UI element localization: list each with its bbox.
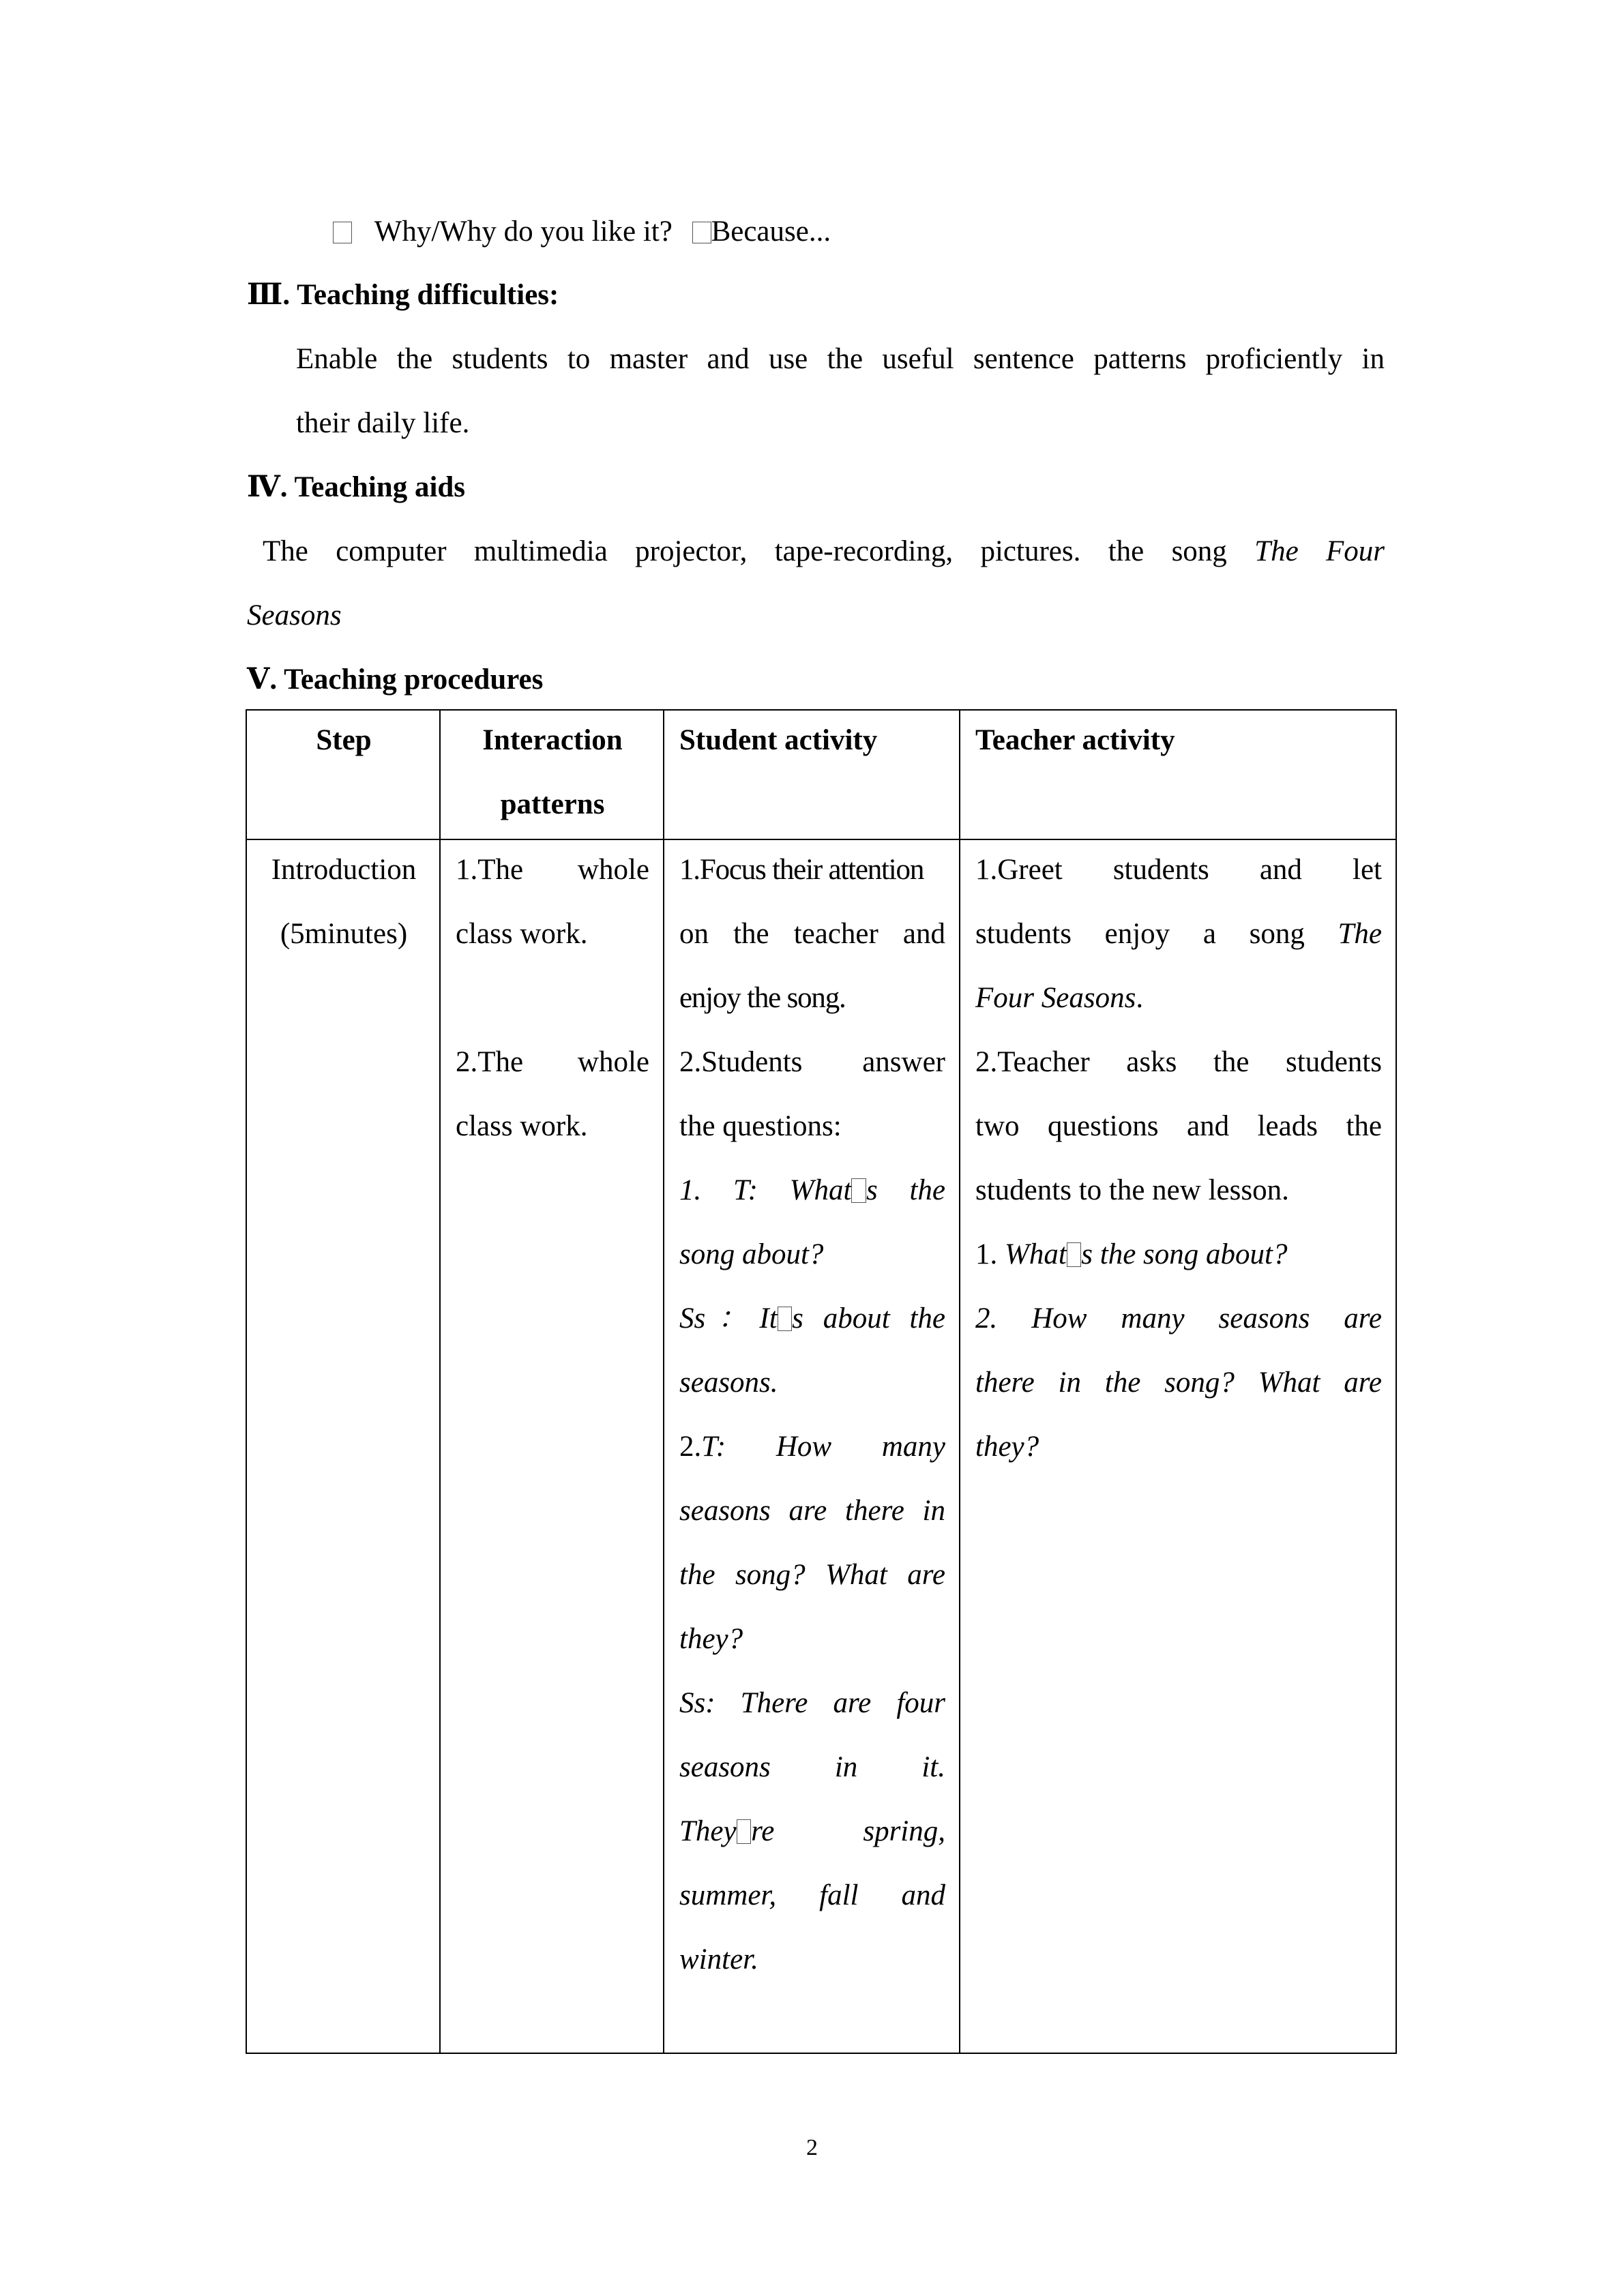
- header-student-label: Student activity: [679, 724, 878, 756]
- student-line: song about?: [679, 1238, 824, 1270]
- checkbox-glyph-icon: [692, 222, 711, 243]
- student-line: They re spring,: [679, 1815, 945, 1847]
- section-title: . Teaching procedures: [269, 664, 544, 696]
- student-line: winter.: [679, 1943, 758, 1976]
- difficulties-text-line-1: Enable the students to master and use the useful sentence patterns proficiently in: [296, 343, 1385, 375]
- student-line: enjoy the song.: [679, 982, 846, 1014]
- teacher-line: there in the song? What are: [975, 1367, 1382, 1399]
- header-student: [664, 710, 960, 839]
- student-line: 2.Students answer: [679, 1046, 945, 1078]
- header-teacher: [960, 710, 1396, 839]
- teacher-line: students to the new lesson.: [975, 1174, 1289, 1206]
- section-heading-aids: [247, 467, 465, 508]
- section-heading-procedures: [247, 659, 543, 700]
- section-title: . Teaching aids: [280, 471, 466, 503]
- section-numeral: Ⅲ: [247, 279, 283, 311]
- example-answer: Because...: [711, 215, 831, 248]
- table-row: [246, 839, 1396, 2053]
- student-line: 2.T: How many: [679, 1431, 945, 1463]
- interaction-line: class work.: [456, 1110, 588, 1142]
- missing-glyph-icon: [737, 1819, 752, 1845]
- missing-glyph-icon: [778, 1307, 793, 1332]
- interaction-line: class work.: [456, 918, 588, 950]
- example-line: [333, 211, 831, 252]
- student-line: the song? What are: [679, 1559, 945, 1591]
- header-interaction-label-1: Interaction: [482, 724, 623, 756]
- student-line: on the teacher and: [679, 918, 945, 950]
- student-line: 1. T: What s the: [679, 1174, 945, 1206]
- aids-text-line-1: [263, 531, 1385, 572]
- aids-text-line-2: Seasons: [247, 599, 342, 631]
- checkbox-glyph-icon: [333, 222, 352, 243]
- student-line: seasons are there in: [679, 1495, 945, 1527]
- student-line: Ss: There are four: [679, 1687, 945, 1719]
- step-name: Introduction: [271, 854, 417, 886]
- interaction-line: 2.The whole: [456, 1046, 649, 1078]
- teacher-line: 2.Teacher asks the students: [975, 1046, 1382, 1078]
- page-number: 2: [806, 2135, 818, 2160]
- header-step: [246, 710, 440, 839]
- section-heading-difficulties: [247, 275, 559, 316]
- interaction-cell: [440, 839, 664, 2053]
- teacher-line: they?: [975, 1431, 1039, 1463]
- step-cell: [246, 839, 440, 2053]
- student-line: they?: [679, 1623, 743, 1655]
- teacher-activity-cell: [960, 839, 1396, 2053]
- student-line: 1.Focus their attention: [679, 854, 924, 886]
- student-line: the questions:: [679, 1110, 842, 1142]
- header-step-label: Step: [316, 724, 372, 756]
- student-activity-cell: [664, 839, 960, 2053]
- section-numeral: Ⅴ: [247, 664, 270, 696]
- step-duration: (5minutes): [280, 918, 408, 950]
- student-line: seasons in it.: [679, 1751, 945, 1783]
- interaction-line: 1.The whole: [456, 854, 649, 886]
- teacher-line: students enjoy a song The: [975, 918, 1382, 950]
- teacher-line: 1.Greet students and let: [975, 854, 1382, 886]
- student-line: Ss：It s about the: [679, 1302, 945, 1335]
- section-title: . Teaching difficulties:: [282, 279, 559, 311]
- teacher-line: 1. What s the song about?: [975, 1238, 1288, 1270]
- example-question: Why/Why do you like it?: [374, 215, 673, 248]
- procedures-table: [246, 709, 1397, 2054]
- difficulties-text-line-2: their daily life.: [296, 407, 470, 439]
- student-line: summer, fall and: [679, 1879, 945, 1911]
- header-interaction: [440, 710, 664, 839]
- section-numeral: Ⅳ: [247, 471, 280, 503]
- header-teacher-label: Teacher activity: [975, 724, 1175, 756]
- teacher-line: Four Seasons.: [975, 982, 1144, 1014]
- song-title: The Four: [1254, 535, 1385, 567]
- table-header-row: [246, 710, 1396, 839]
- missing-glyph-icon: [851, 1178, 866, 1204]
- missing-glyph-icon: [1067, 1242, 1082, 1268]
- student-line: seasons.: [679, 1367, 778, 1399]
- header-interaction-label-2: patterns: [500, 788, 605, 820]
- teacher-line: 2. How many seasons are: [975, 1302, 1382, 1335]
- teacher-line: two questions and leads the: [975, 1110, 1382, 1142]
- aids-text: The computer multimedia projector, tape-recording, pictures. the song: [263, 535, 1227, 567]
